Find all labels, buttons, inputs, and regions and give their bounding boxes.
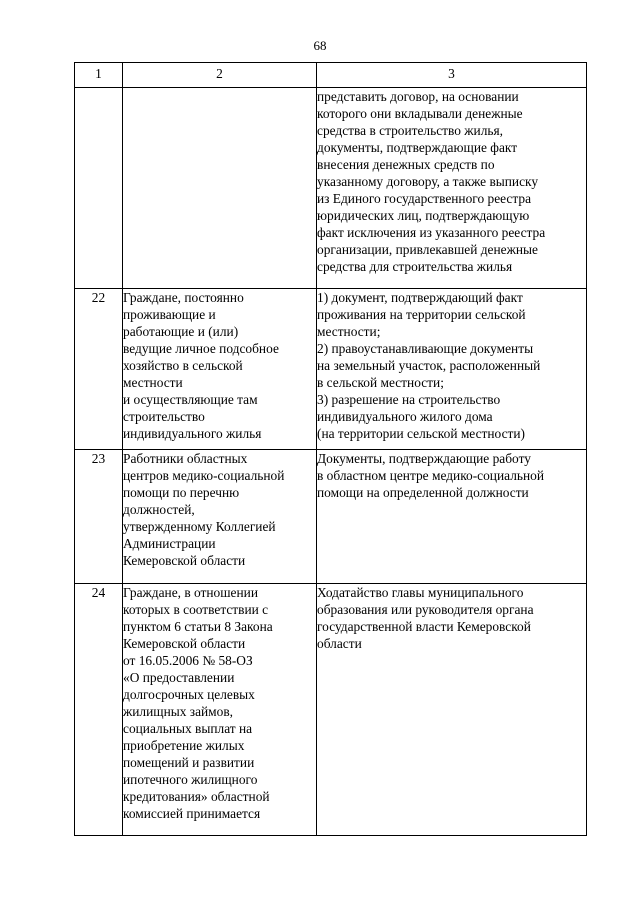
category-cell: Работники областных центров медико-социальной помощи по перечню должностей, утвержденному Коллегией Администрации Кемеровской области <box>123 450 317 584</box>
documents-cell: 1) документ, подтверждающий факт проживания на территории сельской местности; 2) правоустанавливающие документы на земельный участок, расположенный в сельской местности; 3) разрешение на строительство индивидуального жилого дома (на территории сельской местности) <box>317 289 587 450</box>
row-number <box>75 88 123 289</box>
page-number: 68 <box>313 38 327 53</box>
table-row <box>75 289 587 450</box>
row-number: 22 <box>75 289 123 450</box>
table-row <box>75 88 587 289</box>
table-row <box>75 450 587 584</box>
row-number: 24 <box>75 584 123 836</box>
documents-cell: Ходатайство главы муниципального образования или руководителя органа государственной власти Кемеровской области <box>317 584 587 836</box>
column-header-1: 1 <box>75 63 123 88</box>
table-row <box>75 584 587 836</box>
row-number: 23 <box>75 450 123 584</box>
category-cell <box>123 88 317 289</box>
column-header-2: 2 <box>123 63 317 88</box>
documents-cell: Документы, подтверждающие работу в областном центре медико-социальной помощи на определенной должности <box>317 450 587 584</box>
table-header-row <box>75 63 587 88</box>
category-cell: Граждане, постоянно проживающие и работающие и (или) ведущие личное подсобное хозяйство в сельской местности и осуществляющие там строительство индивидуального жилья <box>123 289 317 450</box>
documents-cell: представить договор, на основании которого они вкладывали денежные средства в строительство жилья, документы, подтверждающие факт внесения денежных средств по указанному договору, а также выписку из Единого государственного реестра юридических лиц, подтверждающую факт исключения из указанного реестра организации, привлекавшей денежные средства для строительства жилья <box>317 88 587 289</box>
category-cell: Граждане, в отношении которых в соответствии с пунктом 6 статьи 8 Закона Кемеровской области от 16.05.2006 № 58-ОЗ «О предоставлении долгосрочных целевых жилищных займов, социальных выплат на приобретение жилых помещений и развитии ипотечного жилищного кредитования» областной комиссией принимается <box>123 584 317 836</box>
documents-table <box>74 62 587 836</box>
column-header-3: 3 <box>317 63 587 88</box>
